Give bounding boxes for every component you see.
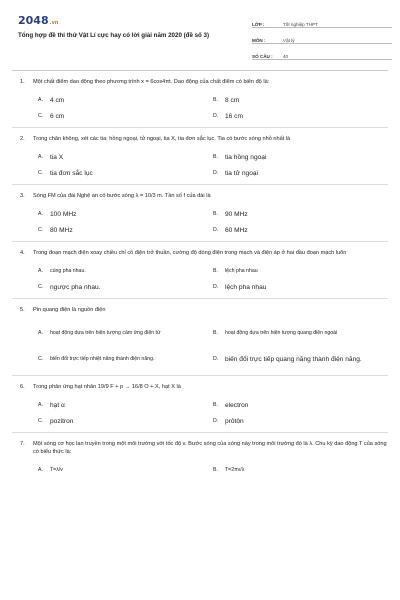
option-text: 6 cm: [50, 112, 65, 120]
option-letter: D.: [213, 227, 219, 233]
question-7: [0, 440, 400, 478]
option-letter: A.: [38, 268, 43, 274]
answer-option[interactable]: [38, 320, 213, 346]
question-6: [0, 383, 400, 429]
answer-option[interactable]: [213, 108, 388, 124]
option-letter: D.: [213, 418, 219, 424]
answer-option[interactable]: [213, 206, 388, 222]
option-text: electron: [225, 401, 249, 409]
meta-label: MÔN :: [252, 38, 266, 43]
meta-row-subject: [252, 32, 392, 44]
question-divider: [12, 432, 388, 433]
option-text: tia X: [50, 153, 64, 161]
question-number: 1.: [20, 79, 25, 85]
option-letter: B.: [213, 467, 218, 473]
option-letter: D.: [213, 284, 219, 290]
site-logo[interactable]: 2048.vn: [18, 14, 59, 27]
option-letter: D.: [213, 356, 219, 362]
option-letter: A.: [38, 402, 43, 408]
question-divider: [12, 375, 388, 376]
answer-option[interactable]: [38, 206, 213, 222]
question-1: [0, 78, 400, 124]
question-2: [0, 135, 400, 181]
answer-option[interactable]: [38, 413, 213, 429]
answer-option[interactable]: [213, 413, 388, 429]
option-text: biến đổi trực tiếp quang năng thành điện năng.: [225, 355, 362, 363]
exam-header: [0, 0, 400, 68]
option-letter: B.: [213, 402, 218, 408]
answer-option[interactable]: [38, 397, 213, 413]
question-number: 5.: [20, 307, 25, 313]
answer-option[interactable]: [38, 222, 213, 238]
option-letter: D.: [213, 113, 219, 119]
option-letter: A.: [38, 154, 43, 160]
answer-option[interactable]: [213, 222, 388, 238]
question-3: [0, 192, 400, 238]
header-divider: [12, 70, 388, 71]
option-text: tia tử ngoại: [225, 169, 259, 177]
option-text: lệch pha nhau: [225, 283, 267, 291]
answer-option[interactable]: [38, 92, 213, 108]
option-letter: B.: [213, 211, 218, 217]
answer-option[interactable]: [213, 165, 388, 181]
meta-value: Tốt nghiệp THPT: [283, 22, 318, 27]
answer-option[interactable]: [213, 462, 388, 478]
question-text: Pin quang điện là nguồn điện: [33, 307, 106, 313]
question-text: Một chất điểm dao động theo phương trình x = 6cos4πt. Dao động của chất điểm có biên độ là:: [33, 79, 270, 85]
option-letter: A.: [38, 97, 43, 103]
question-divider: [12, 127, 388, 128]
option-letter: C.: [38, 170, 44, 176]
question-list: [0, 78, 400, 478]
exam-title: Tổng hợp đề thi thử Vật Lí cực hay có lời giải năm 2020 (đề số 3): [18, 32, 210, 39]
question-number: 4.: [20, 250, 25, 256]
question-divider: [12, 241, 388, 242]
option-text: prôtôn: [225, 417, 244, 425]
question-text: Trong đoạn mạch điện xoay chiều chỉ có điện trở thuần, cường độ dòng điện trong mạch và điện áp ở hai đầu đoạn mạch luôn: [33, 250, 347, 256]
meta-label: SỐ CÂU :: [252, 54, 273, 59]
meta-value: 40: [283, 54, 289, 59]
question-text: Sóng FM của đài Nghệ an có bước sóng λ = 10/3 m. Tần số f của đài là: [33, 193, 211, 199]
question-divider: [12, 298, 388, 299]
question-text: Trong chân không, xét các tia: hồng ngoại, tử ngoại, tia X, tia đơn sắc lục. Tia có bước sóng nhỏ nhất là: [33, 136, 291, 142]
question-number: 6.: [20, 384, 25, 390]
option-letter: C.: [38, 418, 44, 424]
option-letter: B.: [213, 268, 218, 274]
option-text: 90 MHz: [225, 210, 248, 218]
option-letter: B.: [213, 154, 218, 160]
option-letter: A.: [38, 330, 43, 336]
answer-option[interactable]: [213, 397, 388, 413]
answer-option[interactable]: [38, 346, 213, 372]
question-number: 3.: [20, 193, 25, 199]
option-text: tia đơn sắc lục: [50, 169, 93, 177]
option-text: 4 cm: [50, 96, 65, 104]
meta-label: LỚP :: [252, 22, 265, 27]
meta-row-question-count: [252, 48, 392, 60]
option-text: T=2πv/λ: [225, 466, 245, 473]
option-text: hạt α: [50, 401, 65, 409]
question-number: 2.: [20, 136, 25, 142]
option-text: hoạt động dựa trên hiện tượng quang điện ngoài: [225, 329, 338, 336]
option-letter: C.: [38, 113, 44, 119]
option-letter: C.: [38, 356, 44, 362]
option-letter: C.: [38, 284, 44, 290]
option-letter: B.: [213, 97, 218, 103]
answer-option[interactable]: [213, 92, 388, 108]
answer-option[interactable]: [38, 165, 213, 181]
option-letter: B.: [213, 330, 218, 336]
option-text: lệch pha nhau: [225, 267, 258, 274]
option-text: hoạt động dựa trên hiện tượng cảm ứng điện từ: [50, 329, 161, 336]
option-text: 100 MHz: [50, 210, 77, 218]
option-text: ngược pha nhau.: [50, 283, 101, 291]
question-text: Một sóng cơ học lan truyền trong một môi trường với tốc độ v. Bước sóng của sóng này trong môi trường đó là λ. Chu kỳ dao động T của sóng có biểu thức là:: [33, 441, 387, 455]
question-divider: [12, 184, 388, 185]
answer-option[interactable]: [213, 279, 388, 295]
question-4: [0, 249, 400, 295]
option-letter: D.: [213, 170, 219, 176]
answer-option[interactable]: [213, 149, 388, 165]
exam-meta: [252, 16, 392, 64]
answer-option[interactable]: [38, 462, 213, 478]
answer-option[interactable]: [38, 279, 213, 295]
option-text: 16 cm: [225, 112, 243, 120]
question-text: Trong phản ứng hạt nhân 19/9 F + p → 16/8 O + X, hạt X là: [33, 384, 181, 390]
option-letter: A.: [38, 467, 43, 473]
answer-option[interactable]: [38, 149, 213, 165]
option-letter: A.: [38, 211, 43, 217]
option-text: T=λ/v: [50, 466, 63, 473]
answer-option[interactable]: [213, 320, 388, 346]
answer-option[interactable]: [213, 263, 388, 279]
option-text: biến đổi trực tiếp nhiệt năng thành điện năng.: [50, 355, 155, 362]
question-5: [0, 306, 400, 372]
answer-option[interactable]: [213, 346, 388, 372]
question-number: 7.: [20, 441, 25, 447]
option-text: 60 MHz: [225, 226, 248, 234]
answer-option[interactable]: [38, 263, 213, 279]
option-letter: C.: [38, 227, 44, 233]
option-text: tia hồng ngoại: [225, 153, 267, 161]
option-text: pozitron: [50, 417, 74, 425]
option-text: 8 cm: [225, 96, 240, 104]
meta-value: Vật lý: [283, 38, 295, 43]
option-text: cùng pha nhau.: [50, 267, 86, 274]
answer-option[interactable]: [38, 108, 213, 124]
meta-row-class: [252, 16, 392, 28]
option-text: 80 MHz: [50, 226, 73, 234]
